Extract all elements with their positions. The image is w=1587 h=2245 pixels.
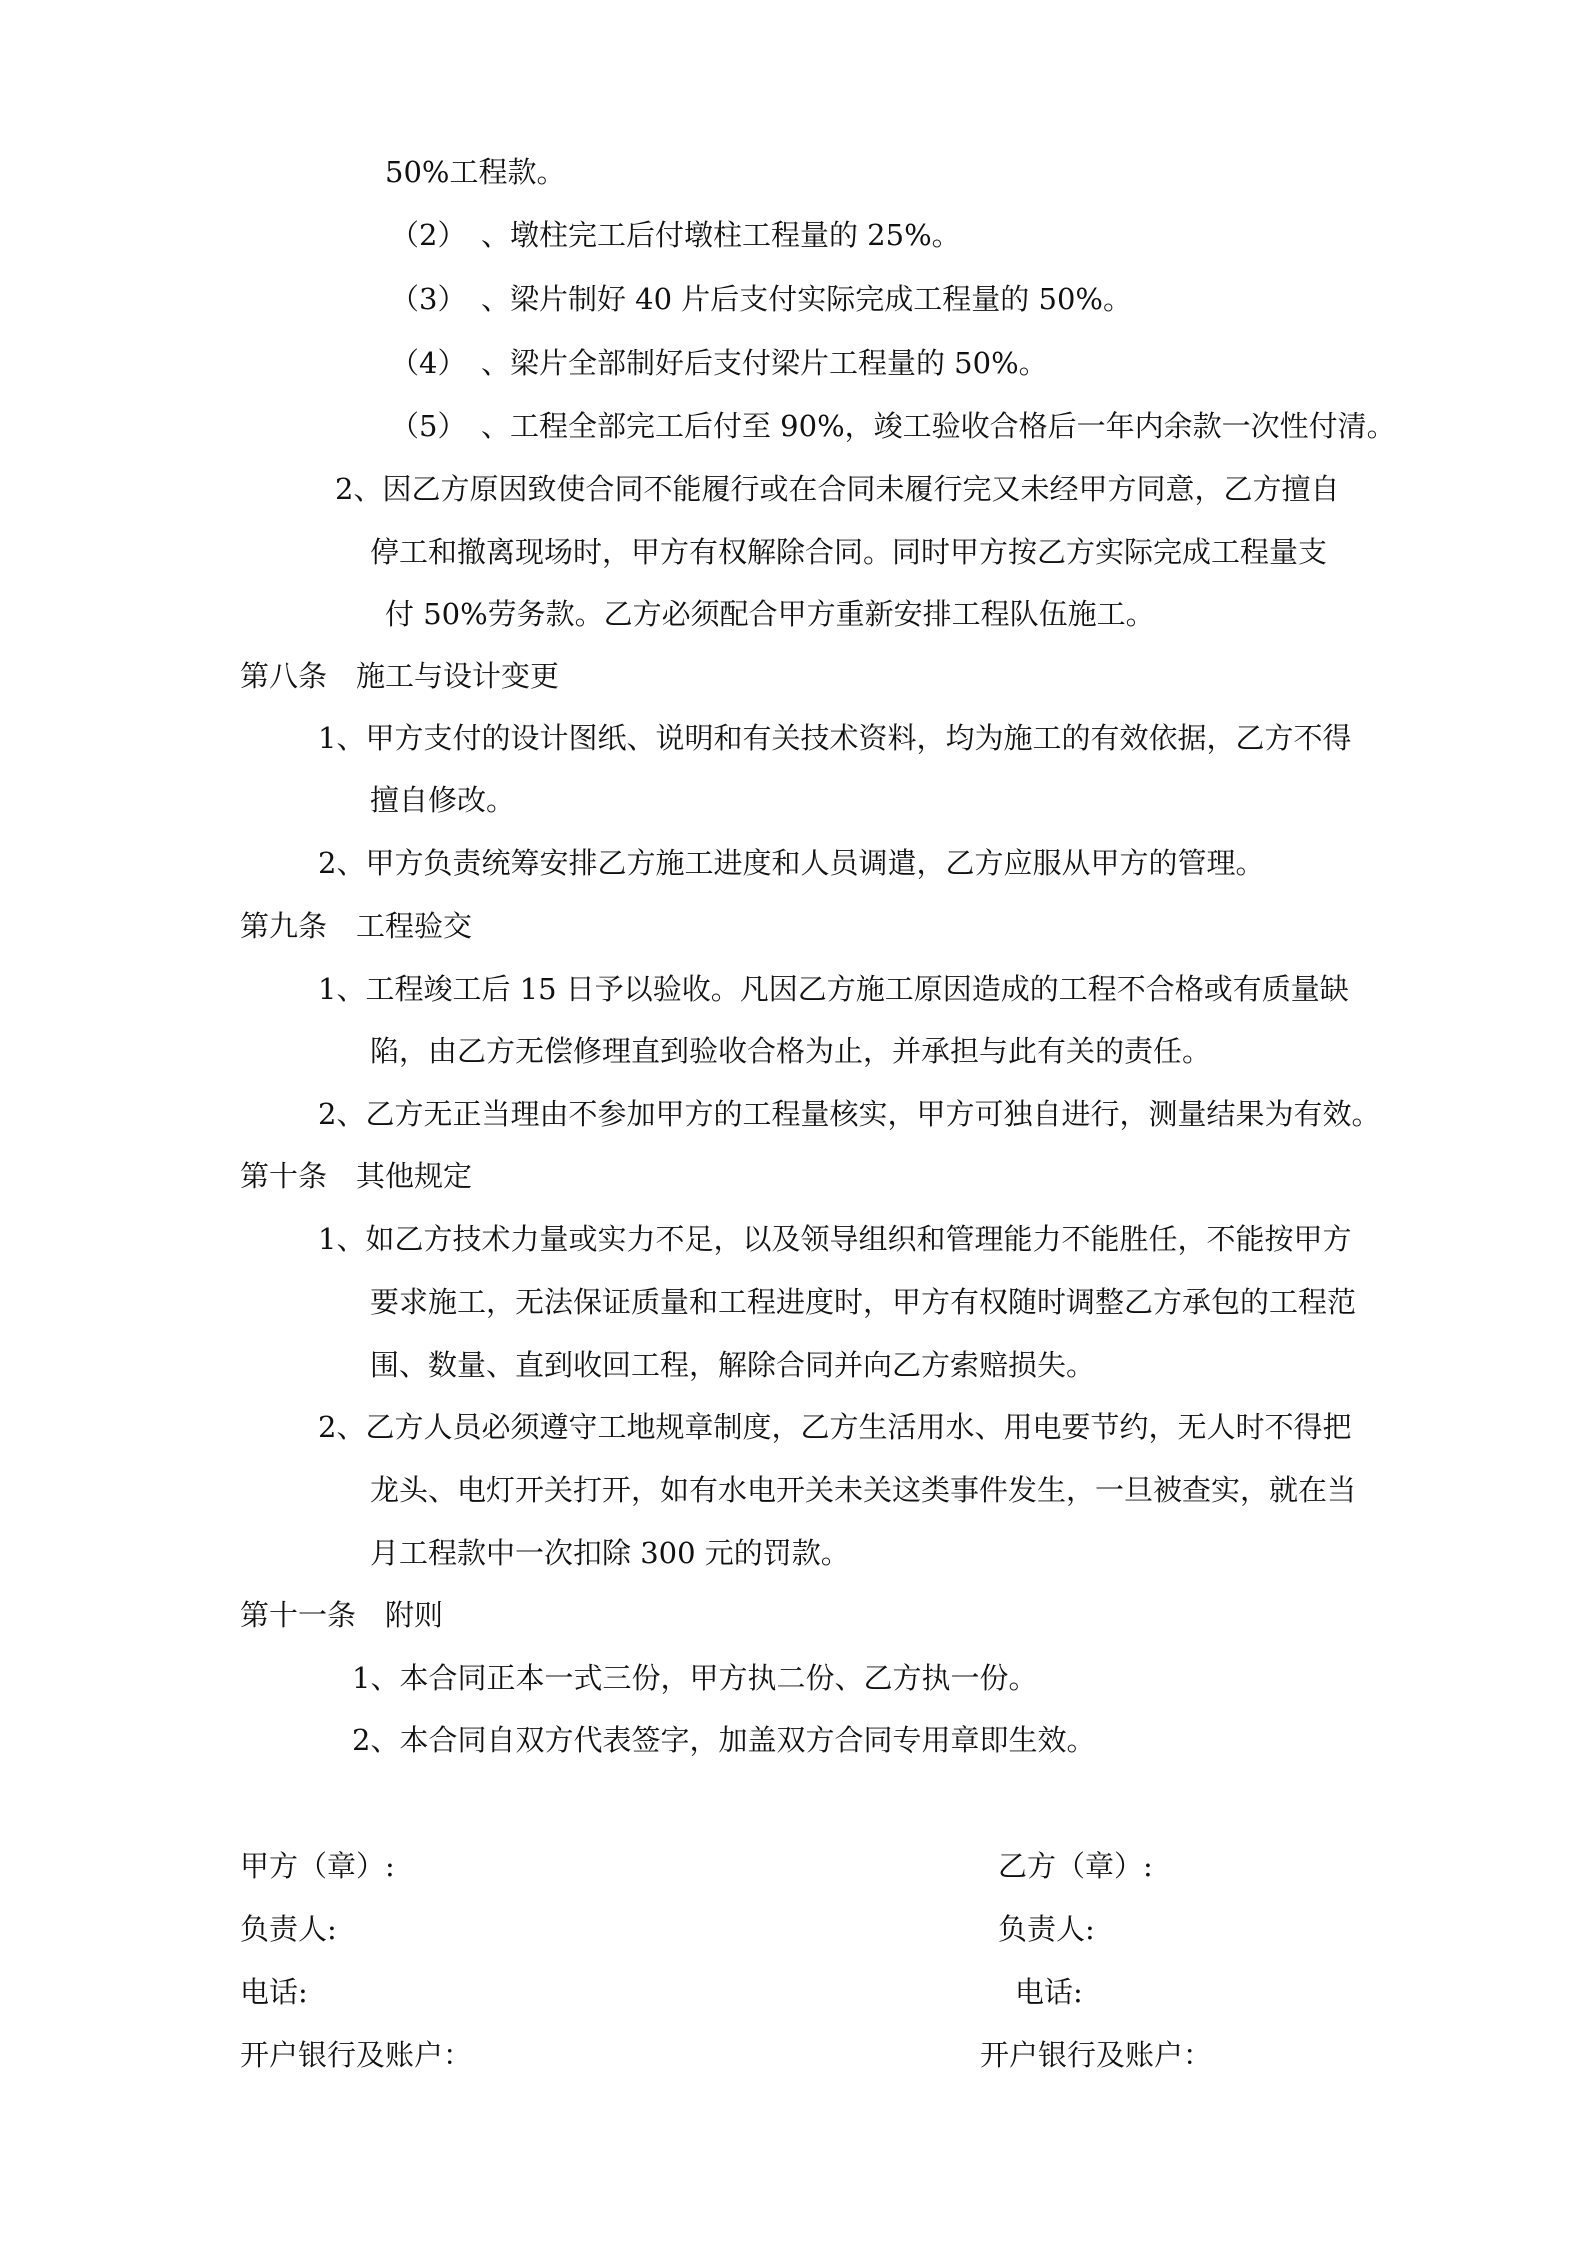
article-8-p1-line-1: 1、甲方支付的设计图纸、说明和有关技术资料，均为施工的有效依据，乙方不得 <box>318 721 1352 755</box>
clause-2-line-1: 2、因乙方原因致使合同不能履行或在合同未履行完又未经甲方同意，乙方擅自 <box>335 472 1340 506</box>
clause-2-line-3: 付 50%劳务款。乙方必须配合甲方重新安排工程队伍施工。 <box>385 597 1155 631</box>
article-10-p2-line-2: 龙头、电灯开关打开，如有水电开关未关这类事件发生，一旦被查实，就在当 <box>370 1473 1357 1507</box>
article-10-p1-line-3: 围、数量、直到收回工程，解除合同并向乙方索赔损失。 <box>370 1348 1096 1382</box>
payment-item-3: （3） 、梁片制好 40 片后支付实际完成工程量的 50%。 <box>390 282 1132 316</box>
article-10-p2-line-1: 2、乙方人员必须遵守工地规章制度，乙方生活用水、用电要节约，无人时不得把 <box>318 1410 1352 1444</box>
party-b-bank-label: 开户银行及账户： <box>980 2038 1213 2072</box>
party-b-phone-label: 电话: <box>1015 1975 1083 2009</box>
article-11-p2: 2、本合同自双方代表签字，加盖双方合同专用章即生效。 <box>352 1723 1096 1757</box>
party-b-seal-label: 乙方（章）: <box>998 1849 1153 1883</box>
article-9-p1-line-2: 陷，由乙方无偿修理直到验收合格为止，并承担与此有关的责任。 <box>370 1034 1212 1068</box>
article-10-p2-line-3: 月工程款中一次扣除 300 元的罚款。 <box>370 1536 850 1570</box>
article-9-p2-line-1: 2、乙方无正当理由不参加甲方的工程量核实，甲方可独自进行，测量结果为有效。 <box>318 1097 1381 1131</box>
article-11-heading: 第十一条 附则 <box>240 1598 444 1632</box>
article-9-p1-line-1: 1、工程竣工后 15 日予以验收。凡因乙方施工原因造成的工程不合格或有质量缺 <box>318 972 1349 1006</box>
article-11-p1: 1、本合同正本一式三份，甲方执二份、乙方执一份。 <box>352 1661 1038 1695</box>
party-a-bank-label: 开户银行及账户： <box>240 2038 473 2072</box>
article-8-heading: 第八条 施工与设计变更 <box>240 659 560 693</box>
article-10-heading: 第十条 其他规定 <box>240 1159 473 1193</box>
article-9-heading: 第九条 工程验交 <box>240 909 473 943</box>
payment-item-5: （5） 、工程全部完工后付至 90%，竣工验收合格后一年内余款一次性付清。 <box>390 409 1396 443</box>
article-8-p2-line-1: 2、甲方负责统筹安排乙方施工进度和人员调遣，乙方应服从甲方的管理。 <box>318 846 1265 880</box>
payment-line-cont: 50%工程款。 <box>385 155 566 189</box>
article-10-p1-line-2: 要求施工，无法保证质量和工程进度时，甲方有权随时调整乙方承包的工程范 <box>370 1285 1357 1319</box>
payment-item-4: （4） 、梁片全部制好后支付梁片工程量的 50%。 <box>390 346 1048 380</box>
article-8-p1-line-2: 擅自修改。 <box>370 783 516 817</box>
payment-item-2: （2） 、墩柱完工后付墩柱工程量的 25%。 <box>390 218 961 252</box>
party-b-person-label: 负责人: <box>998 1912 1095 1946</box>
party-a-phone-label: 电话: <box>240 1975 308 2009</box>
article-10-p1-line-1: 1、如乙方技术力量或实力不足，以及领导组织和管理能力不能胜任，不能按甲方 <box>318 1222 1352 1256</box>
party-a-seal-label: 甲方（章）: <box>240 1849 395 1883</box>
party-a-person-label: 负责人: <box>240 1912 337 1946</box>
clause-2-line-2: 停工和撤离现场时，甲方有权解除合同。同时甲方按乙方实际完成工程量支 <box>370 535 1328 569</box>
